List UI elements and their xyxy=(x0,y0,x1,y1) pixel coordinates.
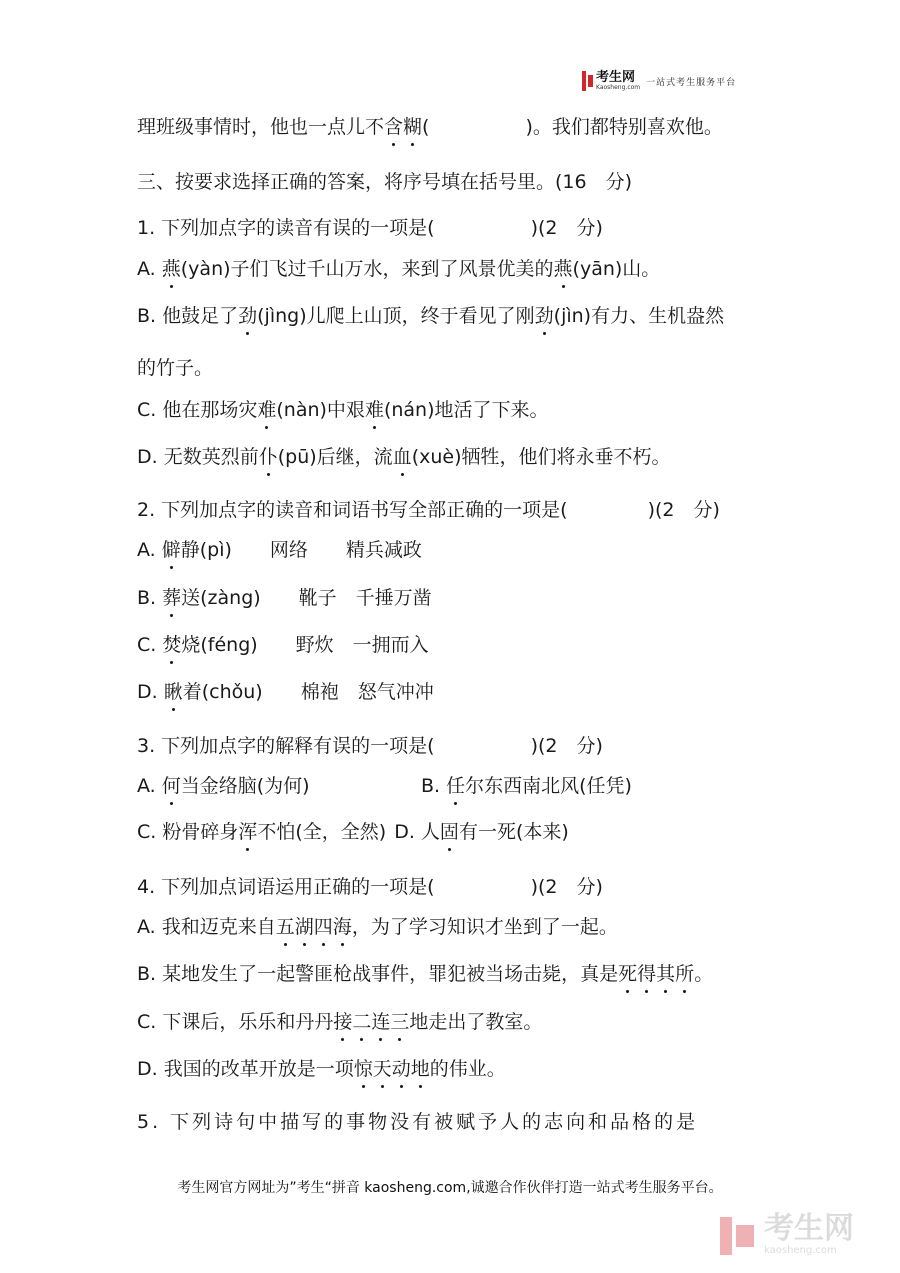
q1-option-b: B. 他鼓足了劲(jìng)儿爬上山顶，终于看见了刚劲(jìn)有力、生机盎然 xyxy=(137,305,725,327)
question-2: 2. 下列加点字的读音和词语书写全部正确的一项是( )(2 分) xyxy=(137,499,720,521)
question-1: 1. 下列加点字的读音有误的一项是( )(2 分) xyxy=(137,217,603,239)
q2-option-c: C. 焚烧(féng) 野炊 一拥而入 xyxy=(137,634,429,656)
question-5: 5. 下列诗句中描写的事物没有被赋予人的志向和品格的是 xyxy=(137,1111,699,1133)
q1-option-a: A. 燕(yàn)子们飞过千山万水，来到了风景优美的燕(yān)山。 xyxy=(137,258,661,280)
kaosheng-logo xyxy=(582,70,736,92)
question-3: 3. 下列加点字的解释有误的一项是( )(2 分) xyxy=(137,735,603,757)
q2-option-d: D. 瞅着(chǒu) 棉袍 怒气冲冲 xyxy=(137,681,434,703)
footer-note: 考生网官方网址为”考生“拼音 kaosheng.com,诚邀合作伙伴打造一站式考生服务平台。 xyxy=(177,1180,723,1196)
logo-domain: Kaosheng.com xyxy=(596,84,641,91)
q2-option-b: B. 葬送(zàng) 靴子 千捶万凿 xyxy=(137,587,432,609)
watermark-logo-icon xyxy=(718,1213,758,1257)
q1-option-d: D. 无数英烈前仆(pū)后继，流血(xuè)牺牲，他们将永垂不朽。 xyxy=(137,446,671,468)
text-line: 理班级事情时，他也一点儿不含糊( )。我们都特别喜欢他。 xyxy=(137,116,723,138)
q4-option-a: A. 我和迈克来自五湖四海，为了学习知识才坐到了一起。 xyxy=(137,916,618,938)
section-heading: 三、按要求选择正确的答案，将序号填在括号里。(16 分) xyxy=(137,171,633,193)
dotted-phrase: 五湖四海 xyxy=(275,916,352,938)
q3-option-a: A. 何当金络脑(为何) xyxy=(137,775,310,797)
q4-option-b: B. 某地发生了一起警匪枪战事件，罪犯被当场击毙，真是死得其所。 xyxy=(137,963,714,985)
q4-option-c: C. 下课后，乐乐和丹丹接二连三地走出了教室。 xyxy=(137,1011,543,1033)
logo-slogan: 一站式考生服务平台 xyxy=(646,77,737,88)
q4-option-d: D. 我国的改革开放是一项惊天动地的伟业。 xyxy=(137,1058,506,1080)
q1-option-c: C. 他在那场灾难(nàn)中艰难(nán)地活了下来。 xyxy=(137,399,549,421)
q2-option-a: A. 僻静(pì) 网络 精兵减政 xyxy=(137,539,422,561)
logo-name: 考生网 xyxy=(596,70,636,85)
q3-option-c-d: C. 粉骨碎身浑不怕(全，全然) D. 人固有一死(本来) xyxy=(137,821,569,843)
q3-option-b: B. 任尔东西南北风(任凭) xyxy=(421,775,632,797)
dotted-word: 含糊 xyxy=(384,116,423,138)
logo-icon xyxy=(582,71,593,91)
question-4: 4. 下列加点词语运用正确的一项是( )(2 分) xyxy=(137,876,603,898)
q1-option-b-cont: 的竹子。 xyxy=(137,357,214,379)
watermark: 考生网 kaosheng.com xyxy=(718,1210,884,1260)
